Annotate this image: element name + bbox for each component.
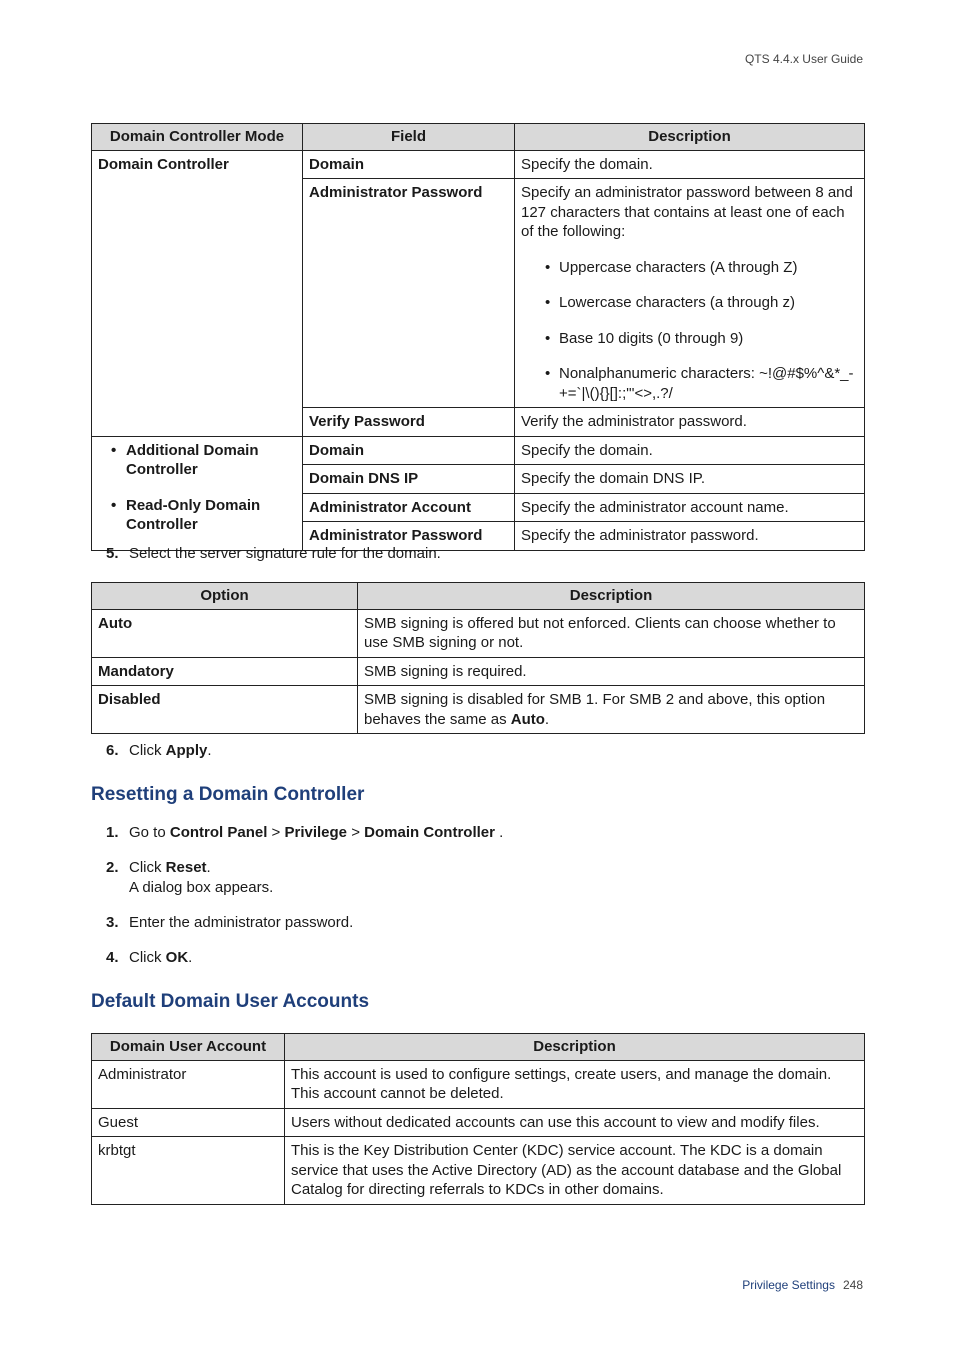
step-subtext: A dialog box appears. xyxy=(129,878,274,896)
step-number: 4. xyxy=(106,949,119,966)
smb-signing-table xyxy=(91,582,865,734)
section-title: Default Domain User Accounts xyxy=(91,991,370,1012)
step-1 xyxy=(106,823,846,843)
table-row xyxy=(92,1137,865,1205)
list-item: • Lowercase characters (a through z) xyxy=(521,293,858,313)
step-text: Select the server signature rule for the domain. xyxy=(129,545,441,562)
list-item: • Read-Only Domain Controller xyxy=(98,496,296,535)
step-bold: Control Panel xyxy=(169,824,268,841)
step-bold: Apply xyxy=(165,742,208,759)
section-title: Resetting a Domain Controller xyxy=(91,784,365,805)
step-2 xyxy=(106,858,846,897)
step-number: 3. xyxy=(106,914,119,931)
column-header: Description xyxy=(285,1034,865,1061)
description-cell: Specify the domain. xyxy=(515,436,865,465)
step-5 xyxy=(106,544,846,564)
account-cell: Administrator xyxy=(92,1060,285,1108)
description-cell: SMB signing is required. xyxy=(358,657,865,686)
step-number: 6. xyxy=(106,742,119,759)
mode-cell xyxy=(92,436,303,550)
description-cell: Verify the administrator password. xyxy=(515,408,865,437)
description-cell: SMB signing is offered but not enforced. Clients can choose whether to use SMB signing or not. xyxy=(358,609,865,657)
step-bold: OK xyxy=(165,949,189,966)
field-cell: Verify Password xyxy=(303,408,515,437)
step-4 xyxy=(106,948,846,968)
description-cell xyxy=(358,686,865,734)
step-text: Go to xyxy=(129,824,170,841)
option-cell: Mandatory xyxy=(92,657,358,686)
step-text: Click xyxy=(129,859,166,876)
table-header-row xyxy=(92,1034,865,1061)
step-bold: Reset xyxy=(165,859,207,876)
option-cell: Disabled xyxy=(92,686,358,734)
step-text: . xyxy=(494,824,504,841)
table-row xyxy=(92,1060,865,1108)
account-cell: Guest xyxy=(92,1108,285,1137)
step-text: > xyxy=(267,824,285,841)
list-item: • Nonalphanumeric characters: ~!@#$%^&*_-+=`|\(){}[]:;"'<>,.?/ xyxy=(521,364,858,403)
list-item: • Additional Domain Controller xyxy=(98,441,296,480)
column-header: Domain Controller Mode xyxy=(92,124,303,151)
table-row xyxy=(92,686,865,734)
description-text: SMB signing is disabled for SMB 1. For SMB 2 and above, this option behaves the same as xyxy=(364,691,826,728)
list-item: • Uppercase characters (A through Z) xyxy=(521,258,858,278)
page-number: 248 xyxy=(842,1278,863,1292)
step-bold: Privilege xyxy=(284,824,348,841)
option-cell: Auto xyxy=(92,609,358,657)
description-text: . xyxy=(544,710,550,728)
step-text: > xyxy=(347,824,365,841)
step-number: 2. xyxy=(106,859,119,876)
field-cell: Domain DNS IP xyxy=(303,465,515,494)
description-bold: Auto xyxy=(510,710,545,728)
step-text: Click xyxy=(129,949,166,966)
description-cell: Specify the domain DNS IP. xyxy=(515,465,865,494)
page-header: QTS 4.4.x User Guide xyxy=(744,52,863,66)
table-row xyxy=(92,609,865,657)
step-text: . xyxy=(207,742,212,759)
step-text: Enter the administrator password. xyxy=(129,914,354,931)
column-header: Description xyxy=(358,583,865,610)
column-header: Domain User Account xyxy=(92,1034,285,1061)
step-number: 1. xyxy=(106,824,119,841)
step-6 xyxy=(106,741,846,761)
mode-list xyxy=(98,441,296,535)
table-row xyxy=(92,436,865,465)
list-item: • Base 10 digits (0 through 9) xyxy=(521,329,858,349)
step-text: . xyxy=(188,949,193,966)
step-3 xyxy=(106,913,846,933)
description-cell: Specify the administrator account name. xyxy=(515,493,865,522)
field-cell: Administrator Password xyxy=(303,522,515,551)
domain-controller-mode-table xyxy=(91,123,865,551)
step-text: Click xyxy=(129,742,166,759)
step-number: 5. xyxy=(106,545,119,562)
field-cell: Administrator Account xyxy=(303,493,515,522)
description-cell: Specify the domain. xyxy=(515,150,865,179)
table-row xyxy=(92,150,865,179)
column-header: Description xyxy=(515,124,865,151)
page-footer xyxy=(742,1276,863,1296)
footer-section-name: Privilege Settings xyxy=(742,1278,835,1292)
table-header-row xyxy=(92,583,865,610)
description-cell: This is the Key Distribution Center (KDC) service account. The KDC is a domain service that uses the Active Directory (AD) as the account database and the Global Catalog for directing referrals to KDCs in other domains. xyxy=(285,1137,865,1205)
default-accounts-table xyxy=(91,1033,865,1205)
description-cell: Specify the administrator password. xyxy=(515,522,865,551)
description-cell: This account is used to configure settings, create users, and manage the domain. This account cannot be deleted. xyxy=(285,1060,865,1108)
password-requirements-list xyxy=(521,258,858,404)
column-header: Field xyxy=(303,124,515,151)
field-cell: Administrator Password xyxy=(303,179,515,408)
account-cell: krbtgt xyxy=(92,1137,285,1205)
description-cell xyxy=(515,179,865,408)
column-header: Option xyxy=(92,583,358,610)
password-requirements-text: Specify an administrator password between 8 and 127 characters that contains at least one of each of the following: xyxy=(521,184,853,240)
field-cell: Domain xyxy=(303,150,515,179)
table-row xyxy=(92,657,865,686)
description-cell: Users without dedicated accounts can use this account to view and modify files. xyxy=(285,1108,865,1137)
table-header-row xyxy=(92,124,865,151)
step-text: . xyxy=(206,859,211,876)
mode-cell: Domain Controller xyxy=(92,150,303,436)
field-cell: Domain xyxy=(303,436,515,465)
table-row xyxy=(92,1108,865,1137)
step-bold: Domain Controller xyxy=(364,824,495,841)
